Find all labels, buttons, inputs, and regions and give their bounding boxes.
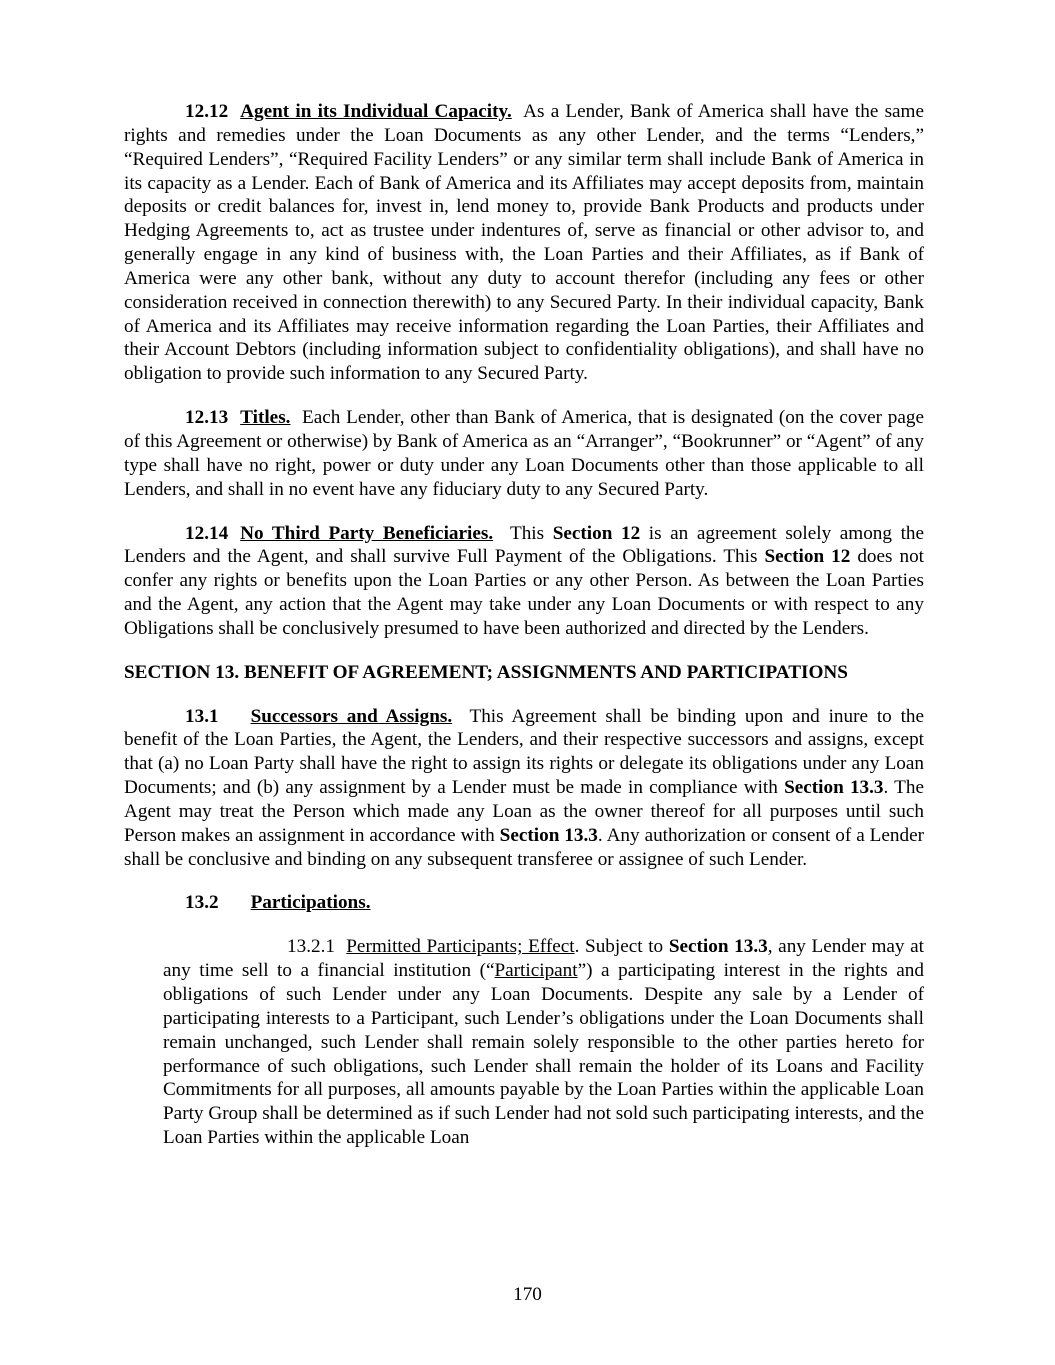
section-13-1 xyxy=(124,705,924,872)
section-number: 12.14 xyxy=(185,522,229,544)
section-text: This xyxy=(509,522,545,544)
section-text: ”) a participating interest in the rights and obligations of such Lender under any Loan Documents. Despite any sale by a Lender of participating interests to a Participant, such Lender’s obligations under the Loan Documents shall remain unchanged, such Lender shall remain solely responsible to the other parties hereto for performance of such obligations, such Lender shall remain the holder of its Loans and Facility Commitments for all purposes, all amounts payable by the Loan Parties within the applicable Loan Party Group shall be determined as if such Lender had not sold such participating interests, and the Loan Parties within the applicable Loan xyxy=(163,960,924,1149)
section-number: 12.12 xyxy=(185,101,229,122)
section-12-14 xyxy=(124,522,924,641)
section-text: . Any authorization or consent of a Lender shall be conclusive and binding on any subsequent transferee or assignee of such Lender. xyxy=(124,824,924,870)
section-reference: Section 13.3 xyxy=(784,777,884,799)
section-text: , any Lender may at any time sell to a financial institution (“ xyxy=(163,936,925,982)
section-text: is an agreement solely among the Lenders and the Agent, and shall survive Full Payment of the Obligations. This xyxy=(124,522,925,568)
section-13-2-1 xyxy=(163,935,924,1150)
section-title: Successors and Assigns. xyxy=(250,705,453,727)
section-13-heading: SECTION 13. BENEFIT OF AGREEMENT; ASSIGNMENTS AND PARTICIPATIONS xyxy=(124,661,848,683)
section-text: does not confer any rights or benefits upon the Loan Parties or any other Person. As between the Loan Parties and the Agent, any action that the Agent may take under any Loan Documents or with respect to any Obligations shall be conclusively presumed to have been authorized and directed by the Lenders. xyxy=(124,546,925,639)
section-number: 13.2 xyxy=(185,892,219,914)
section-number: 13.2.1 xyxy=(287,936,335,958)
defined-term: Participant xyxy=(494,960,578,982)
document-body xyxy=(124,100,924,1150)
section-12-13 xyxy=(124,406,924,501)
section-text: This Agreement shall be binding upon and inure to the benefit of the Loan Parties, the Agent, the Lenders, and their respective successors and assigns, except that (a) no Loan Party shall have the right to assign its rights or delegate its obligations under any Loan Documents; and (b) any assignment by a Lender must be made in compliance with xyxy=(124,705,925,799)
section-title: Participations. xyxy=(250,892,371,914)
section-text: . The Agent may treat the Person which made any Loan as the owner thereof for all purposes until such Person makes an assignment in accordance with xyxy=(124,777,925,846)
section-title: Permitted Participants; Effect xyxy=(346,936,575,958)
section-number: 12.13 xyxy=(185,407,229,429)
section-13-2 xyxy=(185,891,924,915)
section-text: . Subject to xyxy=(574,936,664,958)
section-text: Each Lender, other than Bank of America, that is designated (on the cover page of this Agreement or otherwise) by Bank of America as an “Arranger”, “Bookrunner” or “Agent” of any type shall have no right, power or duty under any Loan Documents other than those applicable to all Lenders, and shall in no event have any fiduciary duty to any Secured Party. xyxy=(124,407,925,500)
section-12-12 xyxy=(124,100,924,386)
section-title: Titles. xyxy=(240,407,291,429)
page-number: 170 xyxy=(513,1284,542,1305)
section-reference: Section 13.3 xyxy=(499,824,598,846)
section-title: No Third Party Beneficiaries. xyxy=(240,522,494,544)
section-reference: Section 12 xyxy=(552,522,641,544)
section-text: As a Lender, Bank of America shall have the same rights and remedies under the Loan Documents as any other Lender, and the terms “Lenders,” “Required Lenders”, “Required Facility Lenders” or any similar term shall include Bank of America in its capacity as a Lender. Each of Bank of America and its Affiliates may accept deposits from, maintain deposits or credit balances for, invest in, lend money to, provide Bank Products and products under Hedging Agreements to, act as trustee under indentures of, serve as financial or other advisor to, and generally engage in any kind of business with, the Loan Parties and their Affiliates, as if Bank of America were any other bank, without any duty to account therefor (including any fees or other consideration received in connection therewith) to any Secured Party. In their individual capacity, Bank of America and its Affiliates may receive information regarding the Loan Parties, their Affiliates and their Account Debtors (including information subject to confidentiality obligations), and shall have no obligation to provide such information to any Secured Party. xyxy=(124,101,924,385)
section-number: 13.1 xyxy=(185,705,219,727)
section-reference: Section 12 xyxy=(764,546,851,568)
section-title: Agent in its Individual Capacity. xyxy=(240,101,512,122)
section-reference: Section 13.3 xyxy=(668,936,768,958)
